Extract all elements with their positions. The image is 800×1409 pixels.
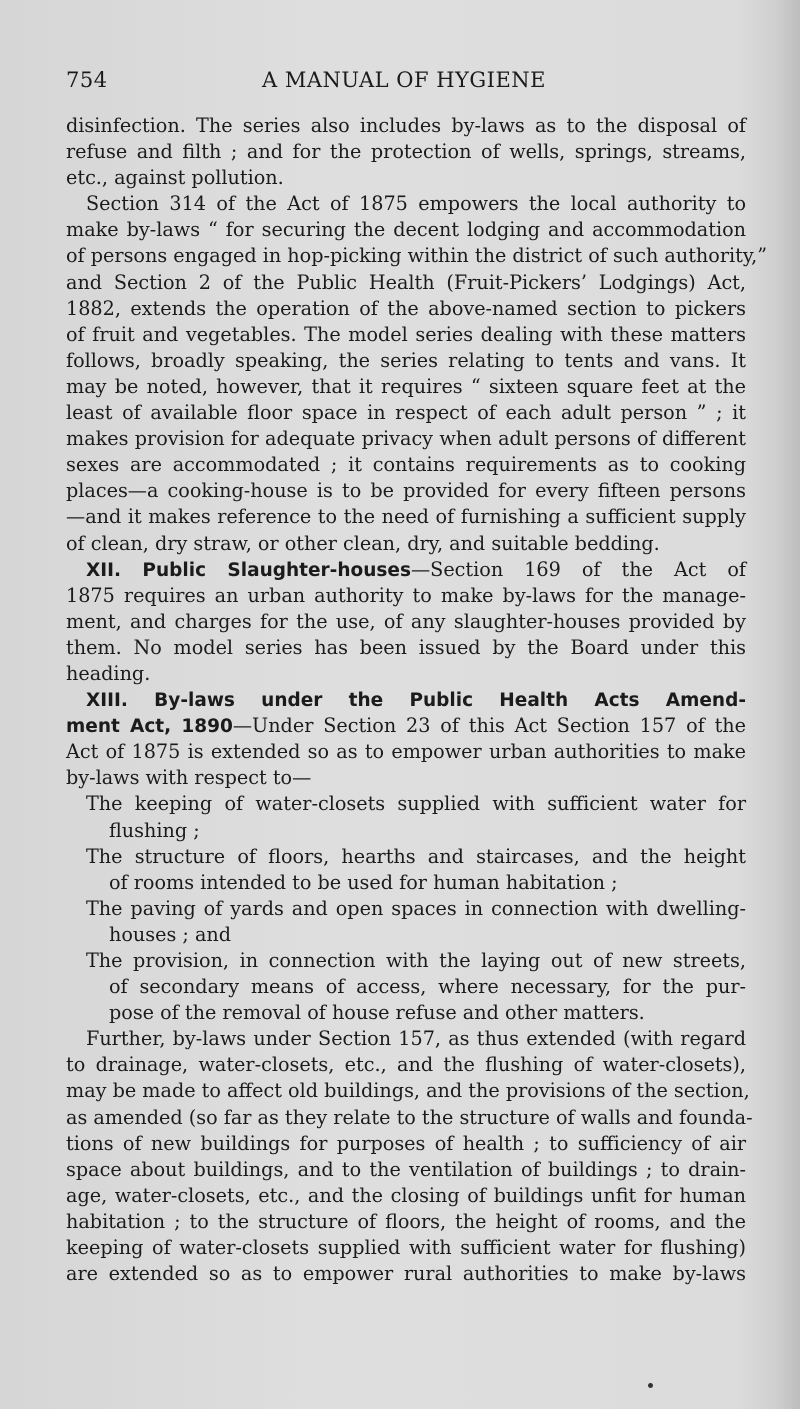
section-heading: XIII. By-laws under the Public Health Acts Amend- [86,690,746,712]
text-line [66,1131,746,1157]
text-line [66,165,746,191]
line-text: age, water-closets, etc., and the closing of buildings unfit for human [66,1183,746,1207]
line-text: follows, broadly speaking, the series relating to tents and vans. It [66,348,746,372]
line-text: The structure of floors, hearths and staircases, and the height [86,844,746,868]
text-line [66,844,746,870]
line-text: of persons engaged in hop-picking within the district of such authority,” [66,244,768,268]
line-text: —Under Section 23 of this Act Section 157 of the [232,714,746,738]
text-line [66,635,746,661]
line-text: make by-laws “ for securing the decent lodging and accommodation [66,218,746,242]
line-text: Further, by-laws under Section 157, as thus extended (with regard [86,1027,746,1051]
line-text: Section 314 of the Act of 1875 empowers the local authority to [86,192,746,216]
line-text: houses ; and [109,922,232,946]
line-text: and Section 2 of the Public Health (Fruit-Pickers’ Lodgings) Act, [66,270,746,294]
text-line [66,478,746,504]
text-line [66,322,746,348]
page-number: 754 [66,68,108,92]
line-text: ment, and charges for the use, of any slaughter-houses provided by [66,609,746,633]
text-line [66,452,746,478]
line-text: refuse and filth ; and for the protection of wells, springs, streams, [66,140,746,164]
line-text: etc., against pollution. [66,166,284,190]
text-line [66,557,746,583]
text-line [66,348,746,374]
line-text: of clean, dry straw, or other clean, dry, and suitable bedding. [66,531,660,555]
line-text: tions of new buildings for purposes of health ; to sufficiency of air [66,1131,746,1155]
line-text: habitation ; to the structure of floors, the height of rooms, and the [66,1209,746,1233]
text-line [66,1026,746,1052]
line-text: of rooms intended to be used for human habitation ; [109,870,618,894]
line-text: them. No model series has been issued by the Board under this [66,635,746,659]
text-line [66,791,746,817]
text-line [66,504,746,530]
text-line [66,1078,750,1104]
line-text: keeping of water-closets supplied with sufficient water for flushing) [66,1236,746,1260]
text-line [66,1209,746,1235]
text-line [66,139,746,165]
text-line [66,296,746,322]
running-title: A MANUAL OF HYGIENE [262,68,546,92]
text-line [66,896,746,922]
text-line [66,113,746,139]
line-text: least of available floor space in respect of each adult person ” ; it [66,401,746,425]
line-text: 1875 requires an urban authority to make by-laws for the manage- [66,583,746,607]
line-text: of secondary means of access, where necessary, for the pur- [109,975,746,999]
text-line [66,974,746,1000]
line-text: pose of the removal of house refuse and other matters. [109,1001,645,1025]
line-text: The paving of yards and open spaces in connection with dwelling- [86,896,746,920]
line-text: The provision, in connection with the laying out of new streets, [86,949,746,972]
text-line [66,531,746,557]
text-line [66,1052,746,1078]
line-text: —and it makes reference to the need of furnishing a sufficient supply [66,505,746,529]
line-text: Act of 1875 is extended so as to empower urban authorities to make [66,740,746,764]
line-text: space about buildings, and to the ventilation of buildings ; to drain- [66,1157,746,1181]
text-line [66,243,768,269]
line-text: to drainage, water-closets, etc., and the flushing of water-closets), [66,1053,746,1077]
line-text: are extended so as to empower rural authorities to make by-laws [66,1262,746,1286]
text-line [66,374,746,400]
line-text: disinfection. The series also includes by-laws as to the disposal of [66,114,746,137]
text-line [66,1000,746,1026]
text-line [66,687,746,713]
line-text: as amended (so far as they relate to the structure of walls and founda- [66,1105,753,1129]
body-text [66,113,768,1287]
line-text: heading. [66,661,151,685]
line-text: by-laws with respect to— [66,766,312,790]
text-line [66,1157,746,1183]
text-line [66,948,746,974]
text-line [66,922,746,948]
text-line [66,661,746,687]
text-line [66,765,746,791]
line-text: of fruit and vegetables. The model series dealing with these matters [66,322,746,346]
text-line [66,583,746,609]
text-line [66,270,746,296]
text-line [66,1235,746,1261]
text-line [66,870,746,896]
line-text: flushing ; [109,818,200,842]
text-line [66,1183,746,1209]
text-line [66,1105,753,1131]
line-text: 1882, extends the operation of the above-named section to pickers [66,296,746,320]
text-line [66,713,746,739]
line-text: may be made to affect old buildings, and the provisions of the section, [66,1079,750,1103]
text-line [66,739,746,765]
text-line [66,191,746,217]
section-heading: XII. Public Slaughter-houses [86,559,411,581]
line-text: The keeping of water-closets supplied with sufficient water for [86,792,746,816]
ink-speck [648,1383,653,1388]
line-text: —Section 169 of the Act of [410,557,747,581]
text-line [66,818,746,844]
text-line [66,1261,746,1287]
text-line [66,217,746,243]
line-text: may be noted, however, that it requires “ sixteen square feet at the [66,374,746,398]
line-text: places—a cooking-house is to be provided for every fifteen persons [66,479,746,503]
section-heading: ment Act, 1890 [66,716,233,738]
text-line [66,426,746,452]
line-text: makes provision for adequate privacy when adult persons of different [66,427,746,451]
text-line [66,400,746,426]
line-text: sexes are accommodated ; it contains requirements as to cooking [66,453,746,477]
text-line [66,609,746,635]
page-header [66,68,742,98]
